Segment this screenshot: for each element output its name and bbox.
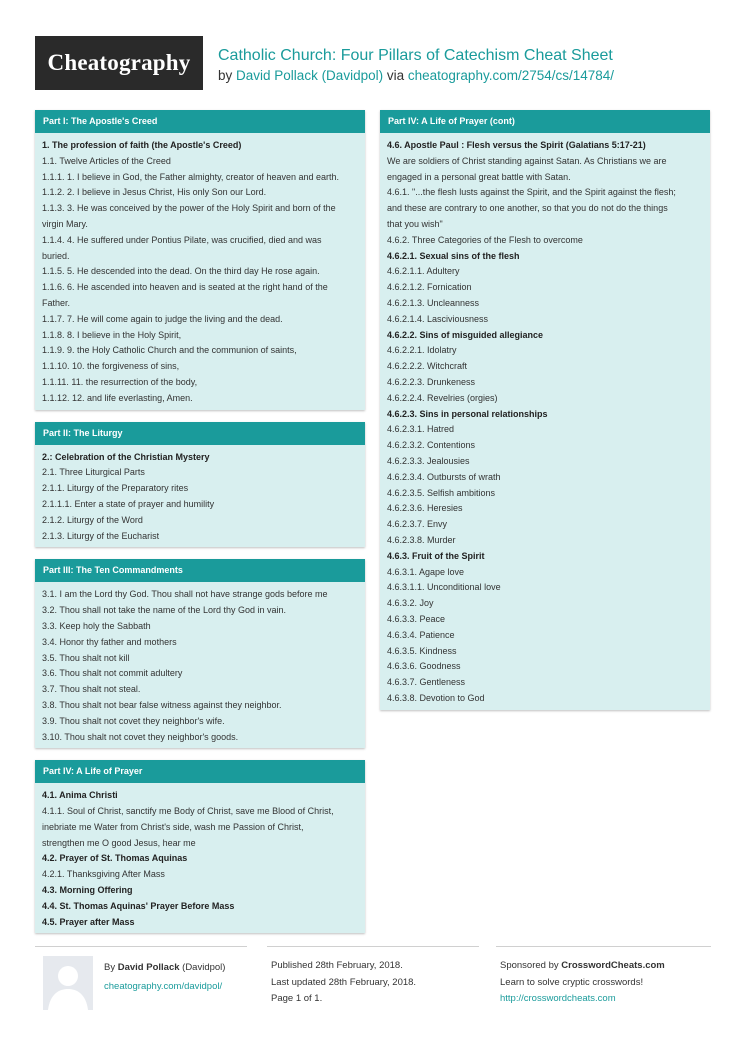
section-row: 4.6.3.1.1. Unconditional love [387,582,501,593]
section-header: Part I: The Apostle's Creed [35,110,365,133]
cheatography-logo[interactable] [35,36,203,90]
section-row: 1.1.6. 6. He ascended into heaven and is seated at the right hand of the [42,282,328,293]
page-footer [35,946,711,1026]
section-heading-row: 4.3. Morning Offering [42,885,133,896]
section-row: 1.1.5. 5. He descended into the dead. On the third day He rose again. [42,266,320,277]
section-row: 4.6.2.2.4. Revelries (orgies) [387,392,498,403]
section-row: 4.6.3.1. Agape love [387,566,465,577]
updated-date: Last updated 28th February, 2018. [271,976,417,988]
section-row: 3.9. Thou shalt not covet they neighbor's wife. [42,715,225,726]
footer-author-name: David Pollack [117,962,180,973]
section-row: 4.6.2.1.3. Uncleanness [387,297,480,308]
footer-divider [35,946,247,947]
section-row: 1.1.1. 1. I believe in God, the Father almighty, creator of heaven and earth. [42,171,340,182]
footer-divider [496,946,711,947]
section-heading-row: 4.5. Prayer after Mass [42,916,135,927]
section-row: 3.4. Honor thy father and mothers [42,636,177,647]
section-row: 4.6.3.4. Patience [387,629,455,640]
page-number: Page 1 of 1. [271,993,323,1004]
section-heading-row: 2.: Celebration of the Christian Mystery [42,451,210,462]
section-row: 4.1.1. Soul of Christ, sanctify me Body of Christ, save me Blood of Christ, [42,806,334,817]
sponsor-tagline: Learn to solve cryptic crosswords! [500,976,644,988]
section-row: 1.1.7. 7. He will come again to judge the living and the dead. [42,313,283,324]
section-row: 4.6.2.1.2. Fornication [387,282,472,293]
section-row: 4.6.2.3.2. Contentions [387,440,476,451]
section-row: 4.6.2.3.5. Selfish ambitions [387,487,496,498]
section-row: 2.1.1.1. Enter a state of prayer and humility [42,498,215,509]
section-heading-row: 4.4. St. Thomas Aquinas' Prayer Before Mass [42,900,235,911]
section-row: 1.1.3. 3. He was conceived by the power of the Holy Spirit and born of the [42,203,336,214]
section-row: 3.5. Thou shalt not kill [42,652,130,663]
sponsored-prefix: Sponsored by [500,960,559,971]
section-row: 2.1.2. Liturgy of the Word [42,514,143,525]
section-row: 4.6.2.2.3. Drunkeness [387,376,476,387]
section-heading-row: 4.6.2.1. Sexual sins of the flesh [387,250,520,261]
section-heading-row: 4.6.3. Fruit of the Spirit [387,550,485,561]
section-heading-row: 4.6.2.2. Sins of misguided allegiance [387,329,544,340]
section-row: 1.1.9. 9. the Holy Catholic Church and the communion of saints, [42,345,297,356]
section-body [35,783,365,933]
page-title: Catholic Church: Four Pillars of Catechism Cheat Sheet [218,47,613,64]
section-body [35,133,365,410]
section-row: 2.1. Three Liturgical Parts [42,467,145,478]
section-row: 4.2.1. Thanksgiving After Mass [42,869,165,880]
section-row: inebriate me Water from Christ's side, wash me Passion of Christ, [42,821,304,832]
section-row: 3.3. Keep holy the Sabbath [42,620,151,631]
section-row: 3.1. I am the Lord thy God. Thou shall not have strange gods before me [42,589,328,600]
section-row: 1.1.10. 10. the forgiveness of sins, [42,361,180,372]
section-row: 4.6.3.6. Goodness [387,661,461,672]
section-row: 4.6.2.3.1. Hatred [387,424,455,435]
section-row: 4.6.2.1.1. Adultery [387,266,460,277]
via-word: via [386,68,405,83]
section-body [380,133,710,710]
section-row: 4.6.3.5. Kindness [387,645,457,656]
section-header: Part III: The Ten Commandments [35,559,365,582]
section-row: engaged in a personal great battle with Satan. [387,171,571,182]
section-body [35,582,365,748]
section-heading-row: 4.2. Prayer of St. Thomas Aquinas [42,853,188,864]
section-row: and these are contrary to one another, so that you do not do the things [387,203,668,214]
sponsor-name: CrosswordCheats.com [561,960,665,971]
section-row: Father. [42,297,71,308]
byline [218,65,614,87]
footer-publication-info [271,958,416,1008]
section-card [35,110,365,410]
section-header: Part IV: A Life of Prayer (cont) [380,110,710,133]
section-row: virgin Mary. [42,218,88,229]
section-row: 4.6.2. Three Categories of the Flesh to overcome [387,234,583,245]
section-row: 1.1.2. 2. I believe in Jesus Christ, His only Son our Lord. [42,187,267,198]
section-header: Part IV: A Life of Prayer [35,760,365,783]
section-heading-row: 1. The profession of faith (the Apostle's Creed) [42,140,242,150]
section-row: 1.1. Twelve Articles of the Creed [42,155,171,166]
section-row: 1.1.8. 8. I believe in the Holy Spirit, [42,329,182,340]
section-card [35,760,365,933]
section-body [35,445,365,548]
page-header [218,46,614,87]
section-row: 3.8. Thou shalt not bear false witness against they neighbor. [42,699,282,710]
section-row: strengthen me O good Jesus, hear me [42,837,196,848]
section-heading-row: 4.1. Anima Christi [42,790,118,801]
section-row: 1.1.4. 4. He suffered under Pontius Pilate, was crucified, died and was [42,234,322,245]
footer-by-word: By [104,962,116,973]
published-date: Published 28th February, 2018. [271,960,403,971]
default-user-icon [43,956,93,1010]
right-column [380,110,710,722]
section-row: 4.6.2.3.8. Murder [387,534,456,545]
footer-author [104,958,225,996]
section-row: 4.6.3.8. Devotion to God [387,692,485,703]
section-row: 4.6.2.1.4. Lasciviousness [387,313,489,324]
section-row: buried. [42,250,70,261]
sheet-url-link[interactable]: cheatography.com/2754/cs/14784/ [407,68,615,83]
section-row: 4.6.2.3.7. Envy [387,519,448,530]
section-row: 4.6.1. "...the flesh lusts against the Spirit, and the Spirit against the flesh; [387,187,676,198]
author-avatar[interactable] [43,956,93,1010]
section-row: 2.1.3. Liturgy of the Eucharist [42,530,160,541]
section-row: 4.6.2.3.6. Heresies [387,503,463,514]
section-row: 4.6.2.2.1. Idolatry [387,345,457,356]
section-header: Part II: The Liturgy [35,422,365,445]
section-row: 2.1.1. Liturgy of the Preparatory rites [42,483,189,494]
section-row: 3.6. Thou shalt not commit adultery [42,668,183,679]
section-row: 4.6.2.3.3. Jealousies [387,455,470,466]
section-heading-row: 4.6. Apostle Paul : Flesh versus the Spirit (Galatians 5:17-21) [387,140,646,150]
footer-author-handle: (Davidpol) [182,962,226,973]
sponsor-url-link[interactable]: http://crosswordcheats.com [500,993,616,1004]
footer-sponsor [500,958,665,1008]
logo-text: Cheatography [47,50,191,75]
footer-divider [267,946,479,947]
section-card [35,559,365,748]
footer-author-link[interactable]: cheatography.com/davidpol/ [104,981,223,992]
section-card [35,422,365,548]
section-row: 3.7. Thou shalt not steal. [42,684,141,695]
left-column [35,110,365,945]
section-heading-row: 4.6.2.3. Sins in personal relationships [387,408,548,419]
section-row: We are soldiers of Christ standing against Satan. As Christians we are [387,155,667,166]
section-row: 3.2. Thou shall not take the name of the Lord thy God in vain. [42,605,286,616]
author-link[interactable]: David Pollack (Davidpol) [236,68,384,83]
section-row: 4.6.2.2.2. Witchcraft [387,361,468,372]
section-row: 4.6.3.7. Gentleness [387,677,466,688]
section-row: 3.10. Thou shalt not covet they neighbor's goods. [42,731,239,742]
by-word: by [218,68,233,83]
section-row: that you wish" [387,218,443,229]
section-row: 4.6.3.3. Peace [387,613,446,624]
section-row: 4.6.2.3.4. Outbursts of wrath [387,471,501,482]
section-row: 4.6.3.2. Joy [387,598,434,609]
section-row: 1.1.11. 11. the resurrection of the body, [42,376,198,387]
section-card [380,110,710,710]
section-row: 1.1.12. 12. and life everlasting, Amen. [42,392,193,403]
